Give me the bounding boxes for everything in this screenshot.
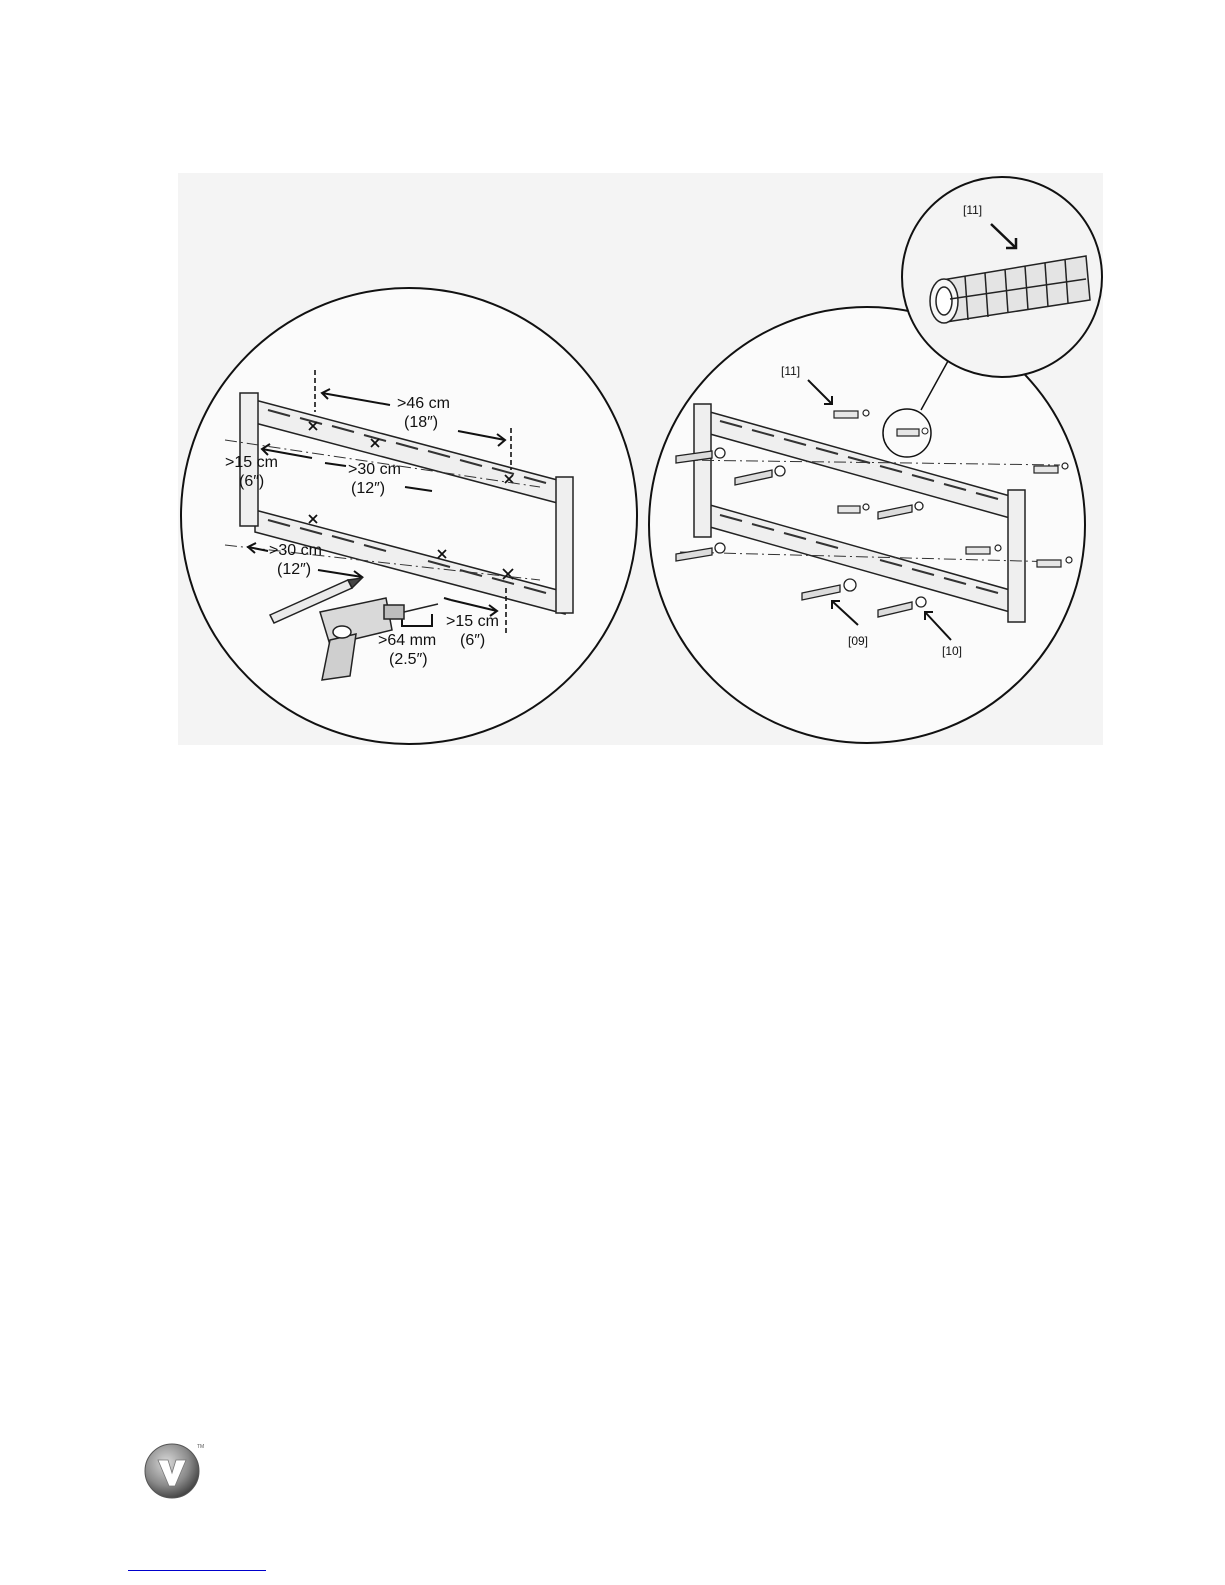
- callout-11: [11]: [781, 364, 801, 378]
- dim-30-in-bottom: (12″): [277, 561, 312, 578]
- vizio-logo-icon: [141, 1440, 203, 1502]
- dim-15-in-top: (6″): [239, 473, 265, 490]
- callout-09: [09]: [848, 634, 869, 648]
- left-panel-marking: [181, 288, 637, 744]
- anchor-detail-zoom: [902, 177, 1102, 377]
- svg-text:TM: TM: [197, 1444, 205, 1450]
- callout-11-zoom: [11]: [963, 203, 983, 217]
- dim-64-mm: >64 mm: [378, 632, 437, 649]
- dim-30-in-top: (12″): [351, 480, 386, 497]
- dim-46-cm: >46 cm: [397, 395, 450, 412]
- dim-15-cm-top: >15 cm: [225, 454, 278, 471]
- dim-30-cm-top: >30 cm: [348, 461, 401, 478]
- dim-46-in: (18″): [404, 414, 439, 431]
- dim-30-cm-bottom: >30 cm: [269, 542, 322, 559]
- dim-15-cm-bottom: >15 cm: [446, 613, 499, 630]
- footer-link[interactable]: [128, 1569, 266, 1571]
- dim-64-in: (2.5″): [389, 651, 428, 668]
- dim-15-in-bottom: (6″): [460, 632, 486, 649]
- callout-10: [10]: [942, 644, 963, 658]
